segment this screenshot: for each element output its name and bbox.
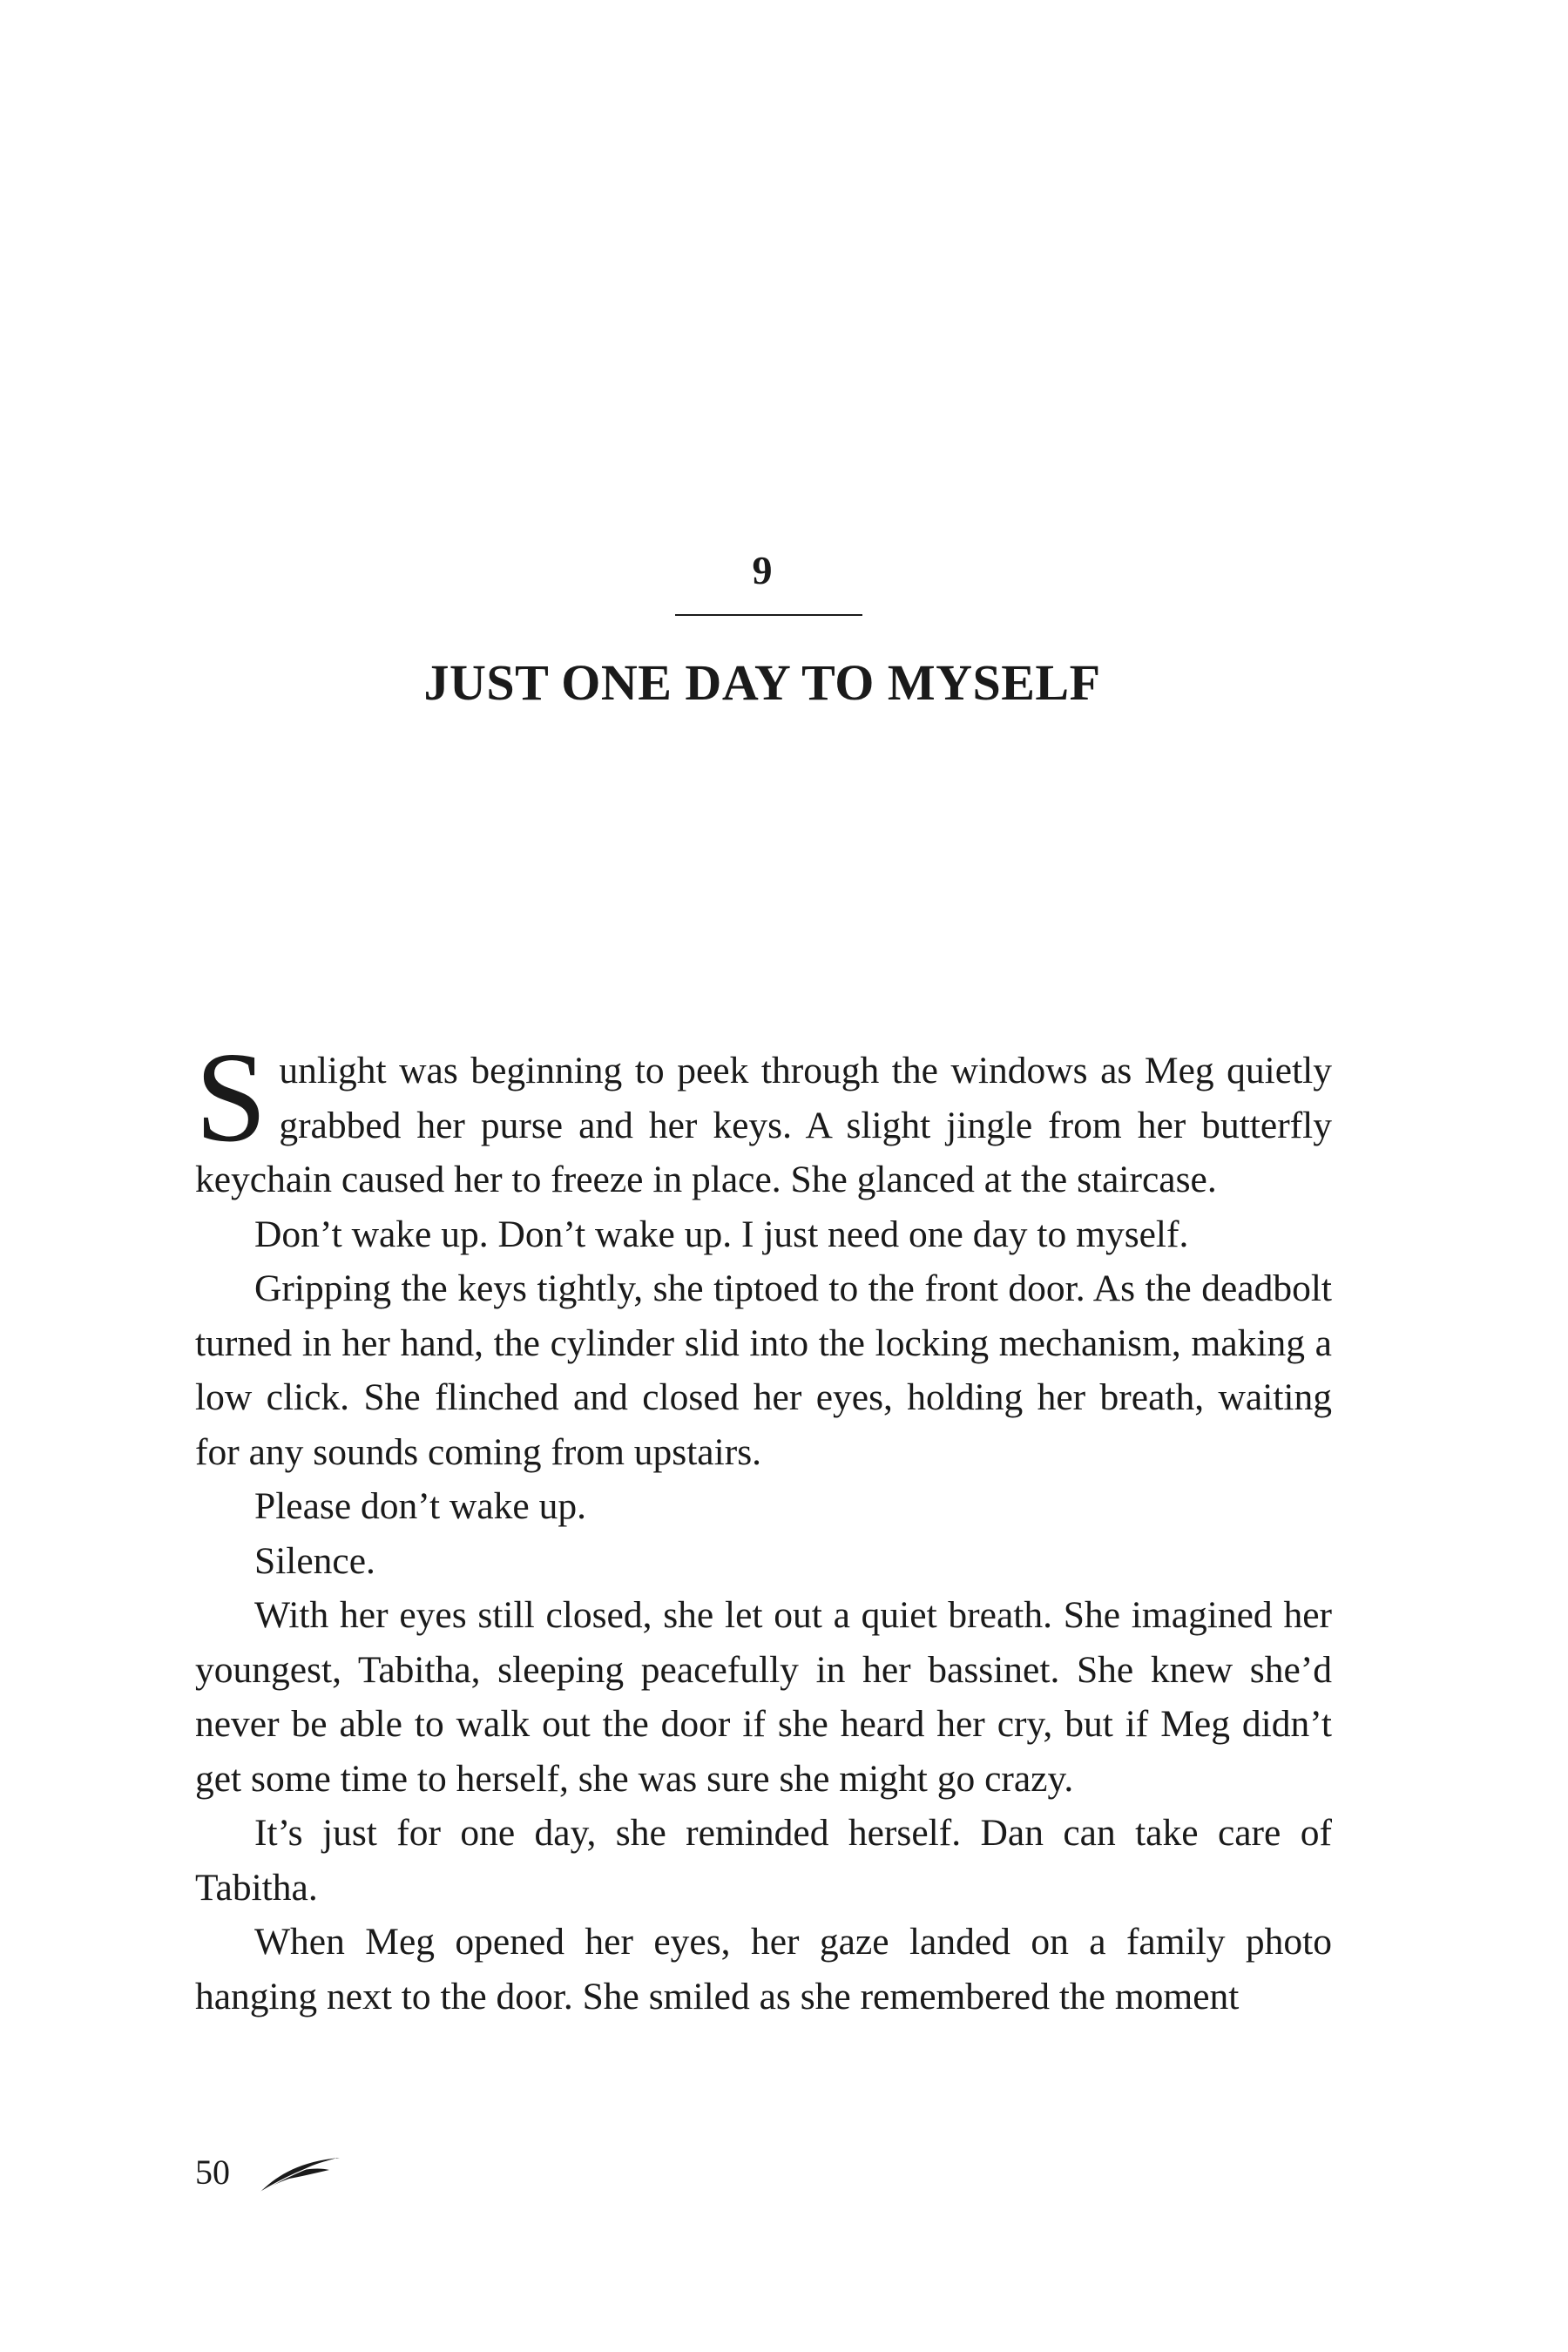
quill-icon [256, 2147, 343, 2196]
page-footer [195, 2141, 343, 2202]
paragraph-3: Gripping the keys tightly, she tiptoed to the front door. As the deadbolt turned in her hand, the cylinder slid into the locking mechanism, making a low click. She flinched and closed her eyes, holding her breath, waiting for any sounds coming from upstairs. [195, 1267, 1332, 1473]
paragraph-1 [195, 1026, 1332, 1207]
chapter-divider [675, 614, 862, 616]
chapter-title: JUST ONE DAY TO MYSELF [423, 654, 1101, 711]
paragraph-4: Please don’t wake up. [254, 1485, 586, 1527]
chapter-body [195, 1026, 1332, 2024]
paragraph-8: When Meg opened her eyes, her gaze landed on a family photo hanging next to the door. She smiled as she remembered the moment [195, 1921, 1332, 2017]
paragraph-2: Don’t wake up. Don’t wake up. I just need one day to myself. [254, 1213, 1189, 1255]
paragraph-5: Silence. [254, 1539, 375, 1582]
page-number: 50 [195, 2152, 230, 2192]
paragraph-6: With her eyes still closed, she let out a quiet breath. She imagined her youngest, Tabitha, sleeping peacefully in her bassinet. She knew she’d never be able to walk out the door if she heard her cry, but if Meg didn’t get some time to herself, she was sure she might go crazy. [195, 1594, 1332, 1800]
paragraph-1-text: unlight was beginning to peek through the windows as Meg quietly grabbed her purse and her keys. A slight jingle from her butterfly keychain caused her to freeze in place. She glanced at the staircase. [195, 1050, 1332, 1200]
chapter-number: 9 [752, 548, 773, 592]
drop-cap: S [195, 1026, 267, 1169]
paragraph-7: It’s just for one day, she reminded herself. Dan can take care of Tabitha. [195, 1812, 1332, 1909]
